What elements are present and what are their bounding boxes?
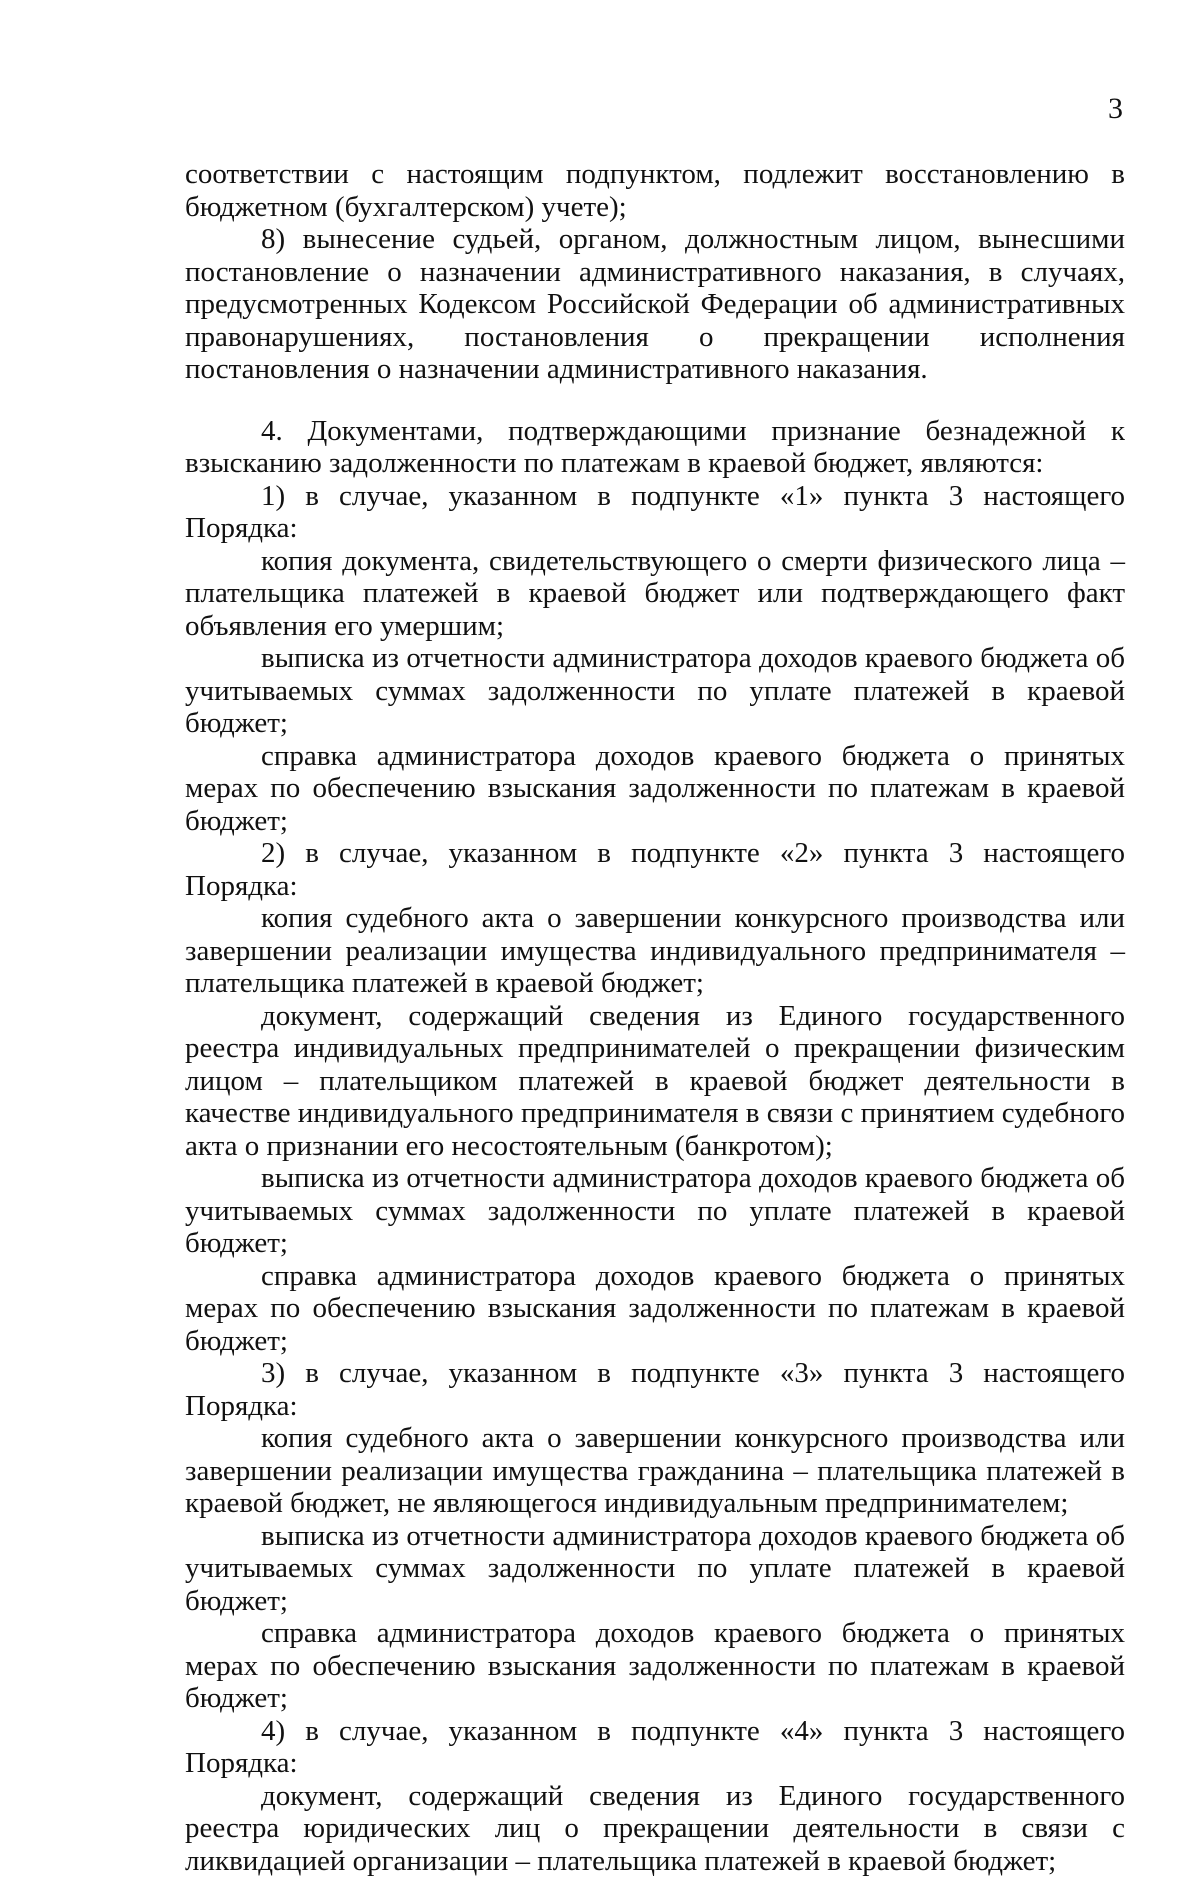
paragraph-case-1-heading: 1) в случае, указанном в подпункте «1» пункта 3 настоящего Порядка: bbox=[185, 480, 1125, 545]
paragraph-case-2-heading: 2) в случае, указанном в подпункте «2» пункта 3 настоящего Порядка: bbox=[185, 837, 1125, 902]
paragraph-item-8: 8) вынесение судьей, органом, должностным лицом, вынесшими постановление о назначении административного наказания, в случаях, предусмотренных Кодексом Российской Федерации об административных правонарушениях, постановления о прекращении исполнения постановления о назначении административного наказания. bbox=[185, 223, 1125, 386]
paragraph-case-1-doc-2: выписка из отчетности администратора доходов краевого бюджета об учитываемых суммах задолженности по уплате платежей в краевой бюджет; bbox=[185, 642, 1125, 740]
paragraph-case-2-doc-1: копия судебного акта о завершении конкурсного производства или завершении реализации имущества индивидуального предпринимателя – плательщика платежей в краевой бюджет; bbox=[185, 902, 1125, 1000]
paragraph-section-4-intro: 4. Документами, подтверждающими признание безнадежной к взысканию задолженности по платежам в краевой бюджет, являются: bbox=[185, 415, 1125, 480]
paragraph-continuation: соответствии с настоящим подпунктом, подлежит восстановлению в бюджетном (бухгалтерском) учете); bbox=[185, 158, 1125, 223]
paragraph-case-1-doc-3: справка администратора доходов краевого бюджета о принятых мерах по обеспечению взыскания задолженности по платежам в краевой бюджет; bbox=[185, 740, 1125, 838]
paragraph-case-4-doc-1: документ, содержащий сведения из Единого государственного реестра юридических лиц о прекращении деятельности в связи с ликвидацией организации – плательщика платежей в краевой бюджет; bbox=[185, 1780, 1125, 1877]
paragraph-case-3-doc-3: справка администратора доходов краевого бюджета о принятых мерах по обеспечению взыскания задолженности по платежам в краевой бюджет; bbox=[185, 1617, 1125, 1715]
paragraph-case-3-heading: 3) в случае, указанном в подпункте «3» пункта 3 настоящего Порядка: bbox=[185, 1357, 1125, 1422]
page-number: 3 bbox=[1108, 92, 1123, 126]
paragraph-case-3-doc-2: выписка из отчетности администратора доходов краевого бюджета об учитываемых суммах задолженности по уплате платежей в краевой бюджет; bbox=[185, 1520, 1125, 1618]
paragraph-case-2-doc-4: справка администратора доходов краевого бюджета о принятых мерах по обеспечению взыскания задолженности по платежам в краевой бюджет; bbox=[185, 1260, 1125, 1358]
paragraph-case-3-doc-1: копия судебного акта о завершении конкурсного производства или завершении реализации имущества гражданина – плательщика платежей в краевой бюджет, не являющегося индивидуальным предпринимателем; bbox=[185, 1422, 1125, 1520]
paragraph-case-2-doc-2: документ, содержащий сведения из Единого государственного реестра индивидуальных предпринимателей о прекращении физическим лицом – плательщиком платежей в краевой бюджет деятельности в качестве индивидуального предпринимателя в связи с принятием судебного акта о признании его несостоятельным (банкротом); bbox=[185, 1000, 1125, 1163]
document-body bbox=[185, 158, 1125, 1877]
paragraph-case-4-heading: 4) в случае, указанном в подпункте «4» пункта 3 настоящего Порядка: bbox=[185, 1715, 1125, 1780]
paragraph-case-2-doc-3: выписка из отчетности администратора доходов краевого бюджета об учитываемых суммах задолженности по уплате платежей в краевой бюджет; bbox=[185, 1162, 1125, 1260]
paragraph-case-1-doc-1: копия документа, свидетельствующего о смерти физического лица – плательщика платежей в краевой бюджет или подтверждающего факт объявления его умершим; bbox=[185, 545, 1125, 643]
